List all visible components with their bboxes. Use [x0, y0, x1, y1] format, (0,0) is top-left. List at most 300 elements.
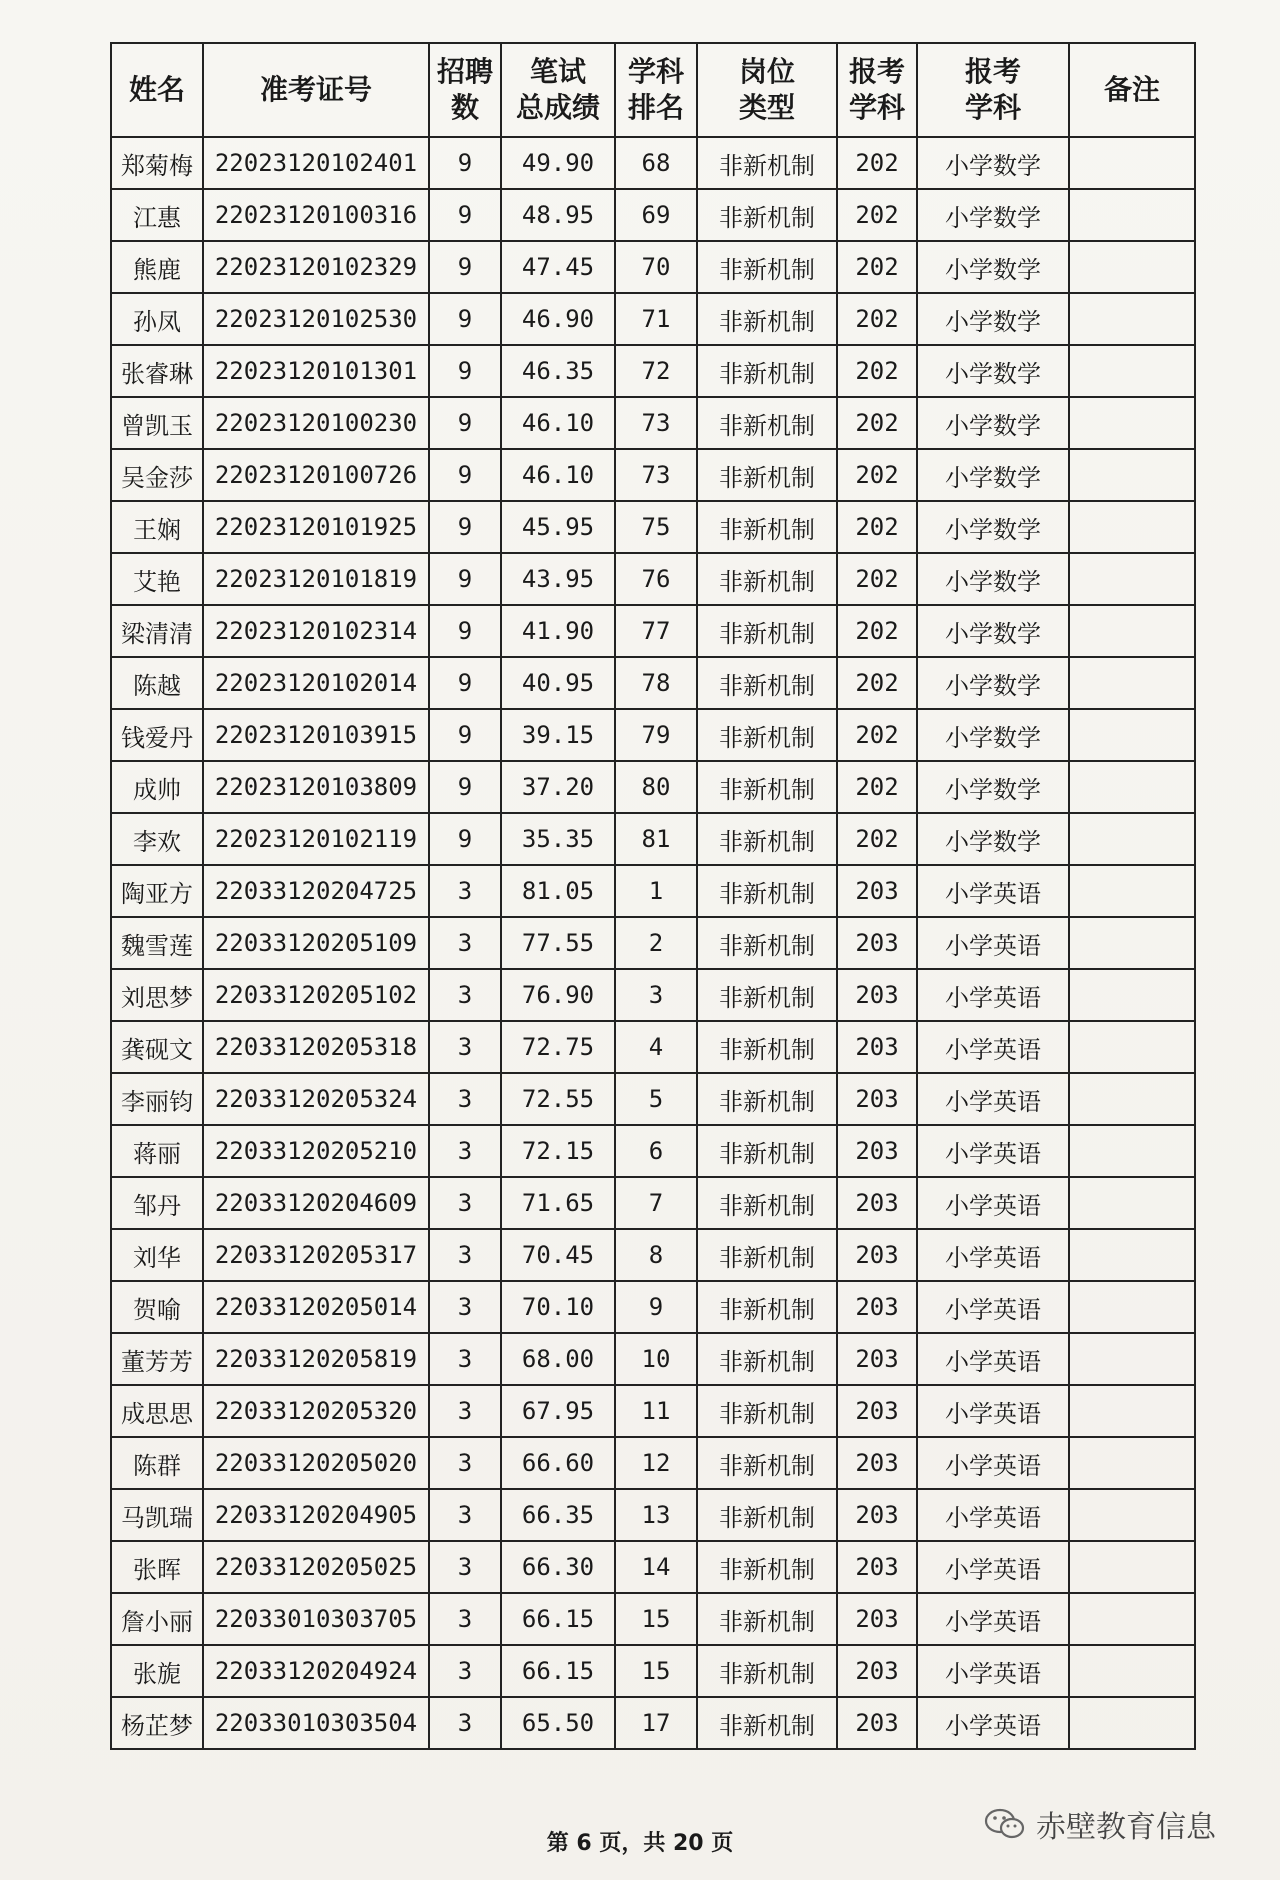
- rank-cell: 3: [615, 969, 697, 1021]
- score-cell: 71.65: [501, 1177, 615, 1229]
- score-cell: 46.10: [501, 397, 615, 449]
- score-cell: 72.55: [501, 1073, 615, 1125]
- remark-cell: [1069, 345, 1195, 397]
- hire-count-cell: 3: [429, 1593, 501, 1645]
- post-type-cell: 非新机制: [697, 1021, 837, 1073]
- name-cell: 马凯瑞: [111, 1489, 203, 1541]
- table-row: [111, 1177, 1195, 1229]
- score-cell: 77.55: [501, 917, 615, 969]
- score-cell: 48.95: [501, 189, 615, 241]
- rank-cell: 15: [615, 1593, 697, 1645]
- post-type-cell: 非新机制: [697, 813, 837, 865]
- remark-cell: [1069, 189, 1195, 241]
- post-type-cell: 非新机制: [697, 1229, 837, 1281]
- rank-cell: 70: [615, 241, 697, 293]
- rank-cell: 10: [615, 1333, 697, 1385]
- subject-code-cell: 203: [837, 1125, 917, 1177]
- remark-cell: [1069, 1697, 1195, 1749]
- subject-cell: 小学数学: [917, 397, 1069, 449]
- remark-cell: [1069, 1281, 1195, 1333]
- table-row: [111, 137, 1195, 189]
- name-cell: 刘华: [111, 1229, 203, 1281]
- post-type-cell: 非新机制: [697, 1125, 837, 1177]
- subject-code-cell: 202: [837, 345, 917, 397]
- subject-code-cell: 202: [837, 657, 917, 709]
- post-type-cell: 非新机制: [697, 137, 837, 189]
- table-body: [111, 137, 1195, 1749]
- remark-cell: [1069, 1229, 1195, 1281]
- rank-cell: 72: [615, 345, 697, 397]
- post-type-cell: 非新机制: [697, 1281, 837, 1333]
- exam-id-cell: 22033120205317: [203, 1229, 429, 1281]
- subject-code-cell: 203: [837, 1177, 917, 1229]
- subject-code-cell: 203: [837, 917, 917, 969]
- subject-code-cell: 202: [837, 137, 917, 189]
- header-cell-3: 笔试 总成绩: [501, 43, 615, 137]
- table-row: [111, 1489, 1195, 1541]
- results-table: [110, 42, 1196, 1750]
- post-type-cell: 非新机制: [697, 553, 837, 605]
- rank-cell: 71: [615, 293, 697, 345]
- post-type-cell: 非新机制: [697, 1697, 837, 1749]
- subject-cell: 小学数学: [917, 293, 1069, 345]
- rank-cell: 5: [615, 1073, 697, 1125]
- exam-id-cell: 22023120102329: [203, 241, 429, 293]
- hire-count-cell: 3: [429, 1333, 501, 1385]
- table-row: [111, 1333, 1195, 1385]
- hire-count-cell: 9: [429, 189, 501, 241]
- post-type-cell: 非新机制: [697, 397, 837, 449]
- score-cell: 66.30: [501, 1541, 615, 1593]
- hire-count-cell: 3: [429, 1437, 501, 1489]
- table-header-row: [111, 43, 1195, 137]
- hire-count-cell: 3: [429, 1489, 501, 1541]
- subject-cell: 小学英语: [917, 1125, 1069, 1177]
- rank-cell: 13: [615, 1489, 697, 1541]
- table-row: [111, 1593, 1195, 1645]
- table-row: [111, 761, 1195, 813]
- rank-cell: 12: [615, 1437, 697, 1489]
- score-cell: 39.15: [501, 709, 615, 761]
- table-row: [111, 397, 1195, 449]
- subject-code-cell: 202: [837, 553, 917, 605]
- post-type-cell: 非新机制: [697, 865, 837, 917]
- name-cell: 魏雪莲: [111, 917, 203, 969]
- hire-count-cell: 9: [429, 553, 501, 605]
- rank-cell: 11: [615, 1385, 697, 1437]
- exam-id-cell: 22023120100726: [203, 449, 429, 501]
- subject-code-cell: 203: [837, 969, 917, 1021]
- score-cell: 46.90: [501, 293, 615, 345]
- name-cell: 陈群: [111, 1437, 203, 1489]
- rank-cell: 8: [615, 1229, 697, 1281]
- exam-id-cell: 22033120205109: [203, 917, 429, 969]
- exam-id-cell: 22033120205210: [203, 1125, 429, 1177]
- hire-count-cell: 3: [429, 1281, 501, 1333]
- header-cell-6: 报考 学科: [837, 43, 917, 137]
- hire-count-cell: 3: [429, 1385, 501, 1437]
- name-cell: 王娴: [111, 501, 203, 553]
- hire-count-cell: 3: [429, 1541, 501, 1593]
- header-cell-4: 学科 排名: [615, 43, 697, 137]
- subject-cell: 小学英语: [917, 1489, 1069, 1541]
- subject-cell: 小学英语: [917, 917, 1069, 969]
- subject-cell: 小学英语: [917, 1645, 1069, 1697]
- name-cell: 杨芷梦: [111, 1697, 203, 1749]
- subject-cell: 小学英语: [917, 1333, 1069, 1385]
- post-type-cell: 非新机制: [697, 657, 837, 709]
- subject-code-cell: 203: [837, 1073, 917, 1125]
- remark-cell: [1069, 137, 1195, 189]
- rank-cell: 17: [615, 1697, 697, 1749]
- subject-cell: 小学数学: [917, 709, 1069, 761]
- header-cell-8: 备注: [1069, 43, 1195, 137]
- exam-id-cell: 22033120204609: [203, 1177, 429, 1229]
- hire-count-cell: 9: [429, 657, 501, 709]
- remark-cell: [1069, 501, 1195, 553]
- exam-id-cell: 22033010303705: [203, 1593, 429, 1645]
- name-cell: 张睿琳: [111, 345, 203, 397]
- watermark-text: 赤壁教育信息: [1036, 1810, 1216, 1845]
- score-cell: 65.50: [501, 1697, 615, 1749]
- remark-cell: [1069, 1541, 1195, 1593]
- subject-cell: 小学数学: [917, 449, 1069, 501]
- hire-count-cell: 9: [429, 813, 501, 865]
- remark-cell: [1069, 657, 1195, 709]
- name-cell: 曾凯玉: [111, 397, 203, 449]
- subject-cell: 小学英语: [917, 1177, 1069, 1229]
- subject-code-cell: 203: [837, 1697, 917, 1749]
- hire-count-cell: 9: [429, 449, 501, 501]
- subject-cell: 小学英语: [917, 1437, 1069, 1489]
- exam-id-cell: 22023120101925: [203, 501, 429, 553]
- subject-cell: 小学数学: [917, 761, 1069, 813]
- table-row: [111, 865, 1195, 917]
- table-row: [111, 241, 1195, 293]
- rank-cell: 81: [615, 813, 697, 865]
- page-number: 第 6 页，共 20 页: [546, 1831, 734, 1856]
- subject-code-cell: 202: [837, 293, 917, 345]
- remark-cell: [1069, 969, 1195, 1021]
- hire-count-cell: 9: [429, 761, 501, 813]
- subject-code-cell: 203: [837, 1541, 917, 1593]
- post-type-cell: 非新机制: [697, 345, 837, 397]
- post-type-cell: 非新机制: [697, 917, 837, 969]
- score-cell: 41.90: [501, 605, 615, 657]
- rank-cell: 14: [615, 1541, 697, 1593]
- hire-count-cell: 3: [429, 1021, 501, 1073]
- rank-cell: 69: [615, 189, 697, 241]
- name-cell: 吴金莎: [111, 449, 203, 501]
- subject-cell: 小学英语: [917, 1593, 1069, 1645]
- subject-code-cell: 202: [837, 189, 917, 241]
- name-cell: 李欢: [111, 813, 203, 865]
- subject-code-cell: 203: [837, 1489, 917, 1541]
- post-type-cell: 非新机制: [697, 241, 837, 293]
- hire-count-cell: 3: [429, 1697, 501, 1749]
- score-cell: 46.35: [501, 345, 615, 397]
- subject-cell: 小学英语: [917, 1229, 1069, 1281]
- remark-cell: [1069, 1645, 1195, 1697]
- table-row: [111, 345, 1195, 397]
- remark-cell: [1069, 761, 1195, 813]
- hire-count-cell: 3: [429, 1645, 501, 1697]
- table-row: [111, 1229, 1195, 1281]
- subject-code-cell: 202: [837, 397, 917, 449]
- subject-code-cell: 202: [837, 449, 917, 501]
- exam-id-cell: 22033120205324: [203, 1073, 429, 1125]
- post-type-cell: 非新机制: [697, 969, 837, 1021]
- rank-cell: 73: [615, 449, 697, 501]
- subject-code-cell: 203: [837, 1645, 917, 1697]
- hire-count-cell: 9: [429, 397, 501, 449]
- subject-code-cell: 202: [837, 709, 917, 761]
- hire-count-cell: 3: [429, 1125, 501, 1177]
- table-row: [111, 605, 1195, 657]
- rank-cell: 1: [615, 865, 697, 917]
- post-type-cell: 非新机制: [697, 449, 837, 501]
- score-cell: 43.95: [501, 553, 615, 605]
- name-cell: 孙凤: [111, 293, 203, 345]
- name-cell: 郑菊梅: [111, 137, 203, 189]
- rank-cell: 2: [615, 917, 697, 969]
- name-cell: 龚砚文: [111, 1021, 203, 1073]
- name-cell: 张晖: [111, 1541, 203, 1593]
- table-row: [111, 657, 1195, 709]
- subject-code-cell: 203: [837, 1229, 917, 1281]
- rank-cell: 7: [615, 1177, 697, 1229]
- subject-cell: 小学数学: [917, 241, 1069, 293]
- exam-id-cell: 22033120205320: [203, 1385, 429, 1437]
- table-row: [111, 553, 1195, 605]
- name-cell: 刘思梦: [111, 969, 203, 1021]
- header-cell-2: 招聘 数: [429, 43, 501, 137]
- table-row: [111, 293, 1195, 345]
- name-cell: 陈越: [111, 657, 203, 709]
- hire-count-cell: 9: [429, 137, 501, 189]
- hire-count-cell: 9: [429, 709, 501, 761]
- subject-cell: 小学数学: [917, 553, 1069, 605]
- rank-cell: 78: [615, 657, 697, 709]
- exam-id-cell: 22023120102014: [203, 657, 429, 709]
- rank-cell: 6: [615, 1125, 697, 1177]
- hire-count-cell: 3: [429, 969, 501, 1021]
- subject-cell: 小学英语: [917, 969, 1069, 1021]
- hire-count-cell: 9: [429, 241, 501, 293]
- table-row: [111, 189, 1195, 241]
- exam-id-cell: 22033120205819: [203, 1333, 429, 1385]
- exam-id-cell: 22023120103915: [203, 709, 429, 761]
- remark-cell: [1069, 709, 1195, 761]
- post-type-cell: 非新机制: [697, 605, 837, 657]
- post-type-cell: 非新机制: [697, 1333, 837, 1385]
- score-cell: 66.35: [501, 1489, 615, 1541]
- table-row: [111, 1281, 1195, 1333]
- score-cell: 45.95: [501, 501, 615, 553]
- score-cell: 40.95: [501, 657, 615, 709]
- score-cell: 70.45: [501, 1229, 615, 1281]
- rank-cell: 9: [615, 1281, 697, 1333]
- exam-id-cell: 22033120204924: [203, 1645, 429, 1697]
- remark-cell: [1069, 293, 1195, 345]
- exam-id-cell: 22023120101301: [203, 345, 429, 397]
- subject-code-cell: 203: [837, 865, 917, 917]
- exam-id-cell: 22023120102530: [203, 293, 429, 345]
- post-type-cell: 非新机制: [697, 1177, 837, 1229]
- name-cell: 董芳芳: [111, 1333, 203, 1385]
- table-row: [111, 969, 1195, 1021]
- name-cell: 江惠: [111, 189, 203, 241]
- exam-id-cell: 22033120205014: [203, 1281, 429, 1333]
- name-cell: 贺喻: [111, 1281, 203, 1333]
- hire-count-cell: 3: [429, 917, 501, 969]
- remark-cell: [1069, 1489, 1195, 1541]
- exam-id-cell: 22033120205318: [203, 1021, 429, 1073]
- header-cell-7: 报考 学科: [917, 43, 1069, 137]
- post-type-cell: 非新机制: [697, 293, 837, 345]
- score-cell: 66.15: [501, 1593, 615, 1645]
- table-row: [111, 1541, 1195, 1593]
- score-cell: 66.60: [501, 1437, 615, 1489]
- score-cell: 70.10: [501, 1281, 615, 1333]
- table-row: [111, 1385, 1195, 1437]
- name-cell: 成思思: [111, 1385, 203, 1437]
- hire-count-cell: 9: [429, 293, 501, 345]
- score-cell: 72.75: [501, 1021, 615, 1073]
- subject-cell: 小学数学: [917, 605, 1069, 657]
- subject-cell: 小学英语: [917, 1697, 1069, 1749]
- hire-count-cell: 9: [429, 345, 501, 397]
- post-type-cell: 非新机制: [697, 501, 837, 553]
- name-cell: 艾艳: [111, 553, 203, 605]
- subject-cell: 小学数学: [917, 501, 1069, 553]
- remark-cell: [1069, 1385, 1195, 1437]
- name-cell: 熊鹿: [111, 241, 203, 293]
- table-row: [111, 1437, 1195, 1489]
- post-type-cell: 非新机制: [697, 1437, 837, 1489]
- subject-cell: 小学英语: [917, 1021, 1069, 1073]
- exam-id-cell: 22033120205102: [203, 969, 429, 1021]
- name-cell: 钱爱丹: [111, 709, 203, 761]
- exam-id-cell: 22033120204905: [203, 1489, 429, 1541]
- remark-cell: [1069, 917, 1195, 969]
- subject-cell: 小学数学: [917, 189, 1069, 241]
- table-row: [111, 1697, 1195, 1749]
- subject-cell: 小学数学: [917, 137, 1069, 189]
- exam-id-cell: 22033120204725: [203, 865, 429, 917]
- rank-cell: 79: [615, 709, 697, 761]
- score-cell: 66.15: [501, 1645, 615, 1697]
- post-type-cell: 非新机制: [697, 189, 837, 241]
- hire-count-cell: 3: [429, 1177, 501, 1229]
- post-type-cell: 非新机制: [697, 1593, 837, 1645]
- wechat-watermark: [984, 1802, 1216, 1846]
- exam-id-cell: 22033010303504: [203, 1697, 429, 1749]
- wechat-icon: [984, 1807, 1026, 1841]
- hire-count-cell: 9: [429, 501, 501, 553]
- table-row: [111, 1073, 1195, 1125]
- remark-cell: [1069, 449, 1195, 501]
- table-row: [111, 917, 1195, 969]
- post-type-cell: 非新机制: [697, 1645, 837, 1697]
- subject-code-cell: 203: [837, 1437, 917, 1489]
- subject-code-cell: 202: [837, 761, 917, 813]
- remark-cell: [1069, 1437, 1195, 1489]
- table-row: [111, 1021, 1195, 1073]
- table-row: [111, 1125, 1195, 1177]
- remark-cell: [1069, 553, 1195, 605]
- exam-id-cell: 22033120205025: [203, 1541, 429, 1593]
- hire-count-cell: 9: [429, 605, 501, 657]
- post-type-cell: 非新机制: [697, 1541, 837, 1593]
- subject-code-cell: 202: [837, 605, 917, 657]
- score-cell: 46.10: [501, 449, 615, 501]
- remark-cell: [1069, 241, 1195, 293]
- remark-cell: [1069, 605, 1195, 657]
- rank-cell: 15: [615, 1645, 697, 1697]
- subject-cell: 小学数学: [917, 657, 1069, 709]
- subject-code-cell: 202: [837, 813, 917, 865]
- remark-cell: [1069, 1021, 1195, 1073]
- rank-cell: 75: [615, 501, 697, 553]
- remark-cell: [1069, 1125, 1195, 1177]
- score-cell: 47.45: [501, 241, 615, 293]
- table-row: [111, 501, 1195, 553]
- remark-cell: [1069, 1593, 1195, 1645]
- subject-code-cell: 203: [837, 1021, 917, 1073]
- header-cell-5: 岗位 类型: [697, 43, 837, 137]
- exam-id-cell: 22023120101819: [203, 553, 429, 605]
- exam-id-cell: 22023120102401: [203, 137, 429, 189]
- post-type-cell: 非新机制: [697, 1489, 837, 1541]
- name-cell: 蒋丽: [111, 1125, 203, 1177]
- rank-cell: 76: [615, 553, 697, 605]
- subject-cell: 小学英语: [917, 1073, 1069, 1125]
- subject-code-cell: 202: [837, 501, 917, 553]
- name-cell: 邹丹: [111, 1177, 203, 1229]
- subject-code-cell: 203: [837, 1385, 917, 1437]
- remark-cell: [1069, 865, 1195, 917]
- subject-cell: 小学英语: [917, 865, 1069, 917]
- exam-id-cell: 22023120102119: [203, 813, 429, 865]
- subject-code-cell: 203: [837, 1333, 917, 1385]
- exam-id-cell: 22033120205020: [203, 1437, 429, 1489]
- post-type-cell: 非新机制: [697, 1385, 837, 1437]
- score-cell: 68.00: [501, 1333, 615, 1385]
- score-cell: 37.20: [501, 761, 615, 813]
- exam-id-cell: 22023120100230: [203, 397, 429, 449]
- rank-cell: 80: [615, 761, 697, 813]
- table-row: [111, 813, 1195, 865]
- table-row: [111, 1645, 1195, 1697]
- subject-code-cell: 203: [837, 1593, 917, 1645]
- remark-cell: [1069, 1073, 1195, 1125]
- score-cell: 67.95: [501, 1385, 615, 1437]
- post-type-cell: 非新机制: [697, 1073, 837, 1125]
- table-row: [111, 709, 1195, 761]
- header-cell-1: 准考证号: [203, 43, 429, 137]
- exam-id-cell: 22023120103809: [203, 761, 429, 813]
- remark-cell: [1069, 397, 1195, 449]
- subject-code-cell: 203: [837, 1281, 917, 1333]
- post-type-cell: 非新机制: [697, 709, 837, 761]
- subject-cell: 小学英语: [917, 1281, 1069, 1333]
- rank-cell: 4: [615, 1021, 697, 1073]
- subject-cell: 小学英语: [917, 1541, 1069, 1593]
- post-type-cell: 非新机制: [697, 761, 837, 813]
- score-cell: 35.35: [501, 813, 615, 865]
- header-cell-0: 姓名: [111, 43, 203, 137]
